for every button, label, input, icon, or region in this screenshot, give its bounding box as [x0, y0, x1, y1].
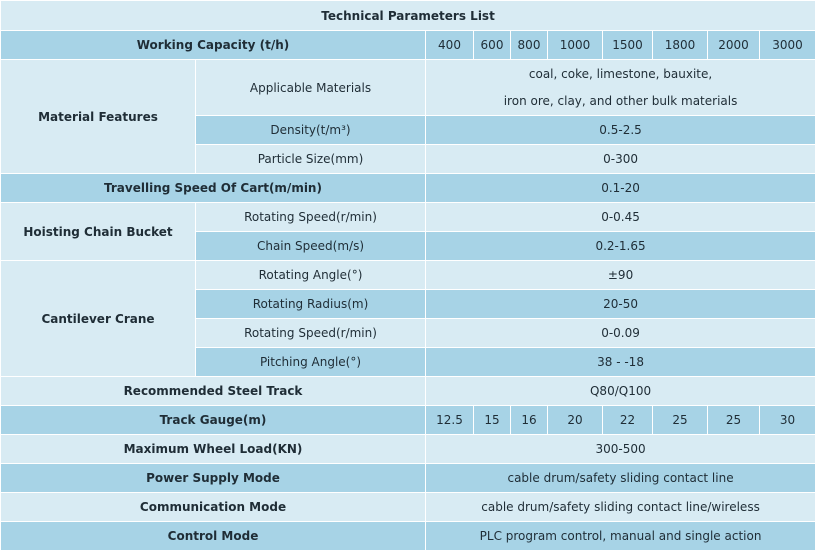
crane-rotating-speed-value: 0-0.09 — [426, 319, 815, 348]
wheel-load-row — [1, 435, 815, 464]
communication-label: Communication Mode — [1, 493, 426, 522]
power-supply-label: Power Supply Mode — [1, 464, 426, 493]
power-supply-value: cable drum/safety sliding contact line — [426, 464, 815, 493]
wheel-load-label: Maximum Wheel Load(KN) — [1, 435, 426, 464]
track-gauge-value: 25 — [708, 406, 760, 435]
capacity-value: 2000 — [708, 31, 760, 60]
title-row — [1, 1, 815, 31]
control-row — [1, 522, 815, 551]
track-gauge-value: 16 — [511, 406, 548, 435]
communication-value: cable drum/safety sliding contact line/wireless — [426, 493, 815, 522]
applicable-materials-line-2: iron ore, clay, and other bulk materials — [428, 88, 813, 115]
rotating-radius-label: Rotating Radius(m) — [196, 290, 426, 319]
rotating-radius-value: 20-50 — [426, 290, 815, 319]
density-value: 0.5-2.5 — [426, 116, 815, 145]
rotating-angle-label: Rotating Angle(°) — [196, 261, 426, 290]
steel-track-row — [1, 377, 815, 406]
control-label: Control Mode — [1, 522, 426, 551]
chain-speed-label: Chain Speed(m/s) — [196, 232, 426, 261]
particle-size-value: 0-300 — [426, 145, 815, 174]
capacity-value: 600 — [474, 31, 511, 60]
track-gauge-value: 20 — [548, 406, 603, 435]
material-features-label: Material Features — [1, 60, 196, 174]
applicable-materials-row — [1, 60, 815, 116]
cantilever-crane-label: Cantilever Crane — [1, 261, 196, 377]
pitching-angle-label: Pitching Angle(°) — [196, 348, 426, 377]
capacity-value: 3000 — [760, 31, 815, 60]
steel-track-value: Q80/Q100 — [426, 377, 815, 406]
chain-speed-value: 0.2-1.65 — [426, 232, 815, 261]
track-gauge-value: 22 — [603, 406, 653, 435]
crane-rotating-speed-label: Rotating Speed(r/min) — [196, 319, 426, 348]
capacity-value: 1800 — [653, 31, 708, 60]
bucket-rotating-speed-row — [1, 203, 815, 232]
density-label: Density(t/m³) — [196, 116, 426, 145]
communication-row — [1, 493, 815, 522]
working-capacity-label: Working Capacity (t/h) — [1, 31, 426, 60]
track-gauge-value: 25 — [653, 406, 708, 435]
track-gauge-row — [1, 406, 815, 435]
capacity-value: 800 — [511, 31, 548, 60]
table-title: Technical Parameters List — [1, 1, 815, 31]
pitching-angle-value: 38 - -18 — [426, 348, 815, 377]
travelling-speed-row — [1, 174, 815, 203]
particle-size-label: Particle Size(mm) — [196, 145, 426, 174]
rotating-angle-value: ±90 — [426, 261, 815, 290]
travelling-speed-label: Travelling Speed Of Cart(m/min) — [1, 174, 426, 203]
working-capacity-row — [1, 31, 815, 60]
bucket-rotating-speed-label: Rotating Speed(r/min) — [196, 203, 426, 232]
track-gauge-value: 30 — [760, 406, 815, 435]
track-gauge-label: Track Gauge(m) — [1, 406, 426, 435]
power-supply-row — [1, 464, 815, 493]
bucket-rotating-speed-value: 0-0.45 — [426, 203, 815, 232]
steel-track-label: Recommended Steel Track — [1, 377, 426, 406]
control-value: PLC program control, manual and single action — [426, 522, 815, 551]
travelling-speed-value: 0.1-20 — [426, 174, 815, 203]
capacity-value: 1500 — [603, 31, 653, 60]
wheel-load-value: 300-500 — [426, 435, 815, 464]
applicable-materials-label: Applicable Materials — [196, 60, 426, 116]
track-gauge-value: 12.5 — [426, 406, 474, 435]
capacity-value: 400 — [426, 31, 474, 60]
rotating-angle-row — [1, 261, 815, 290]
applicable-materials-value — [426, 60, 815, 116]
applicable-materials-line-1: coal, coke, limestone, bauxite, — [428, 61, 813, 88]
capacity-value: 1000 — [548, 31, 603, 60]
track-gauge-value: 15 — [474, 406, 511, 435]
hoisting-chain-bucket-label: Hoisting Chain Bucket — [1, 203, 196, 261]
